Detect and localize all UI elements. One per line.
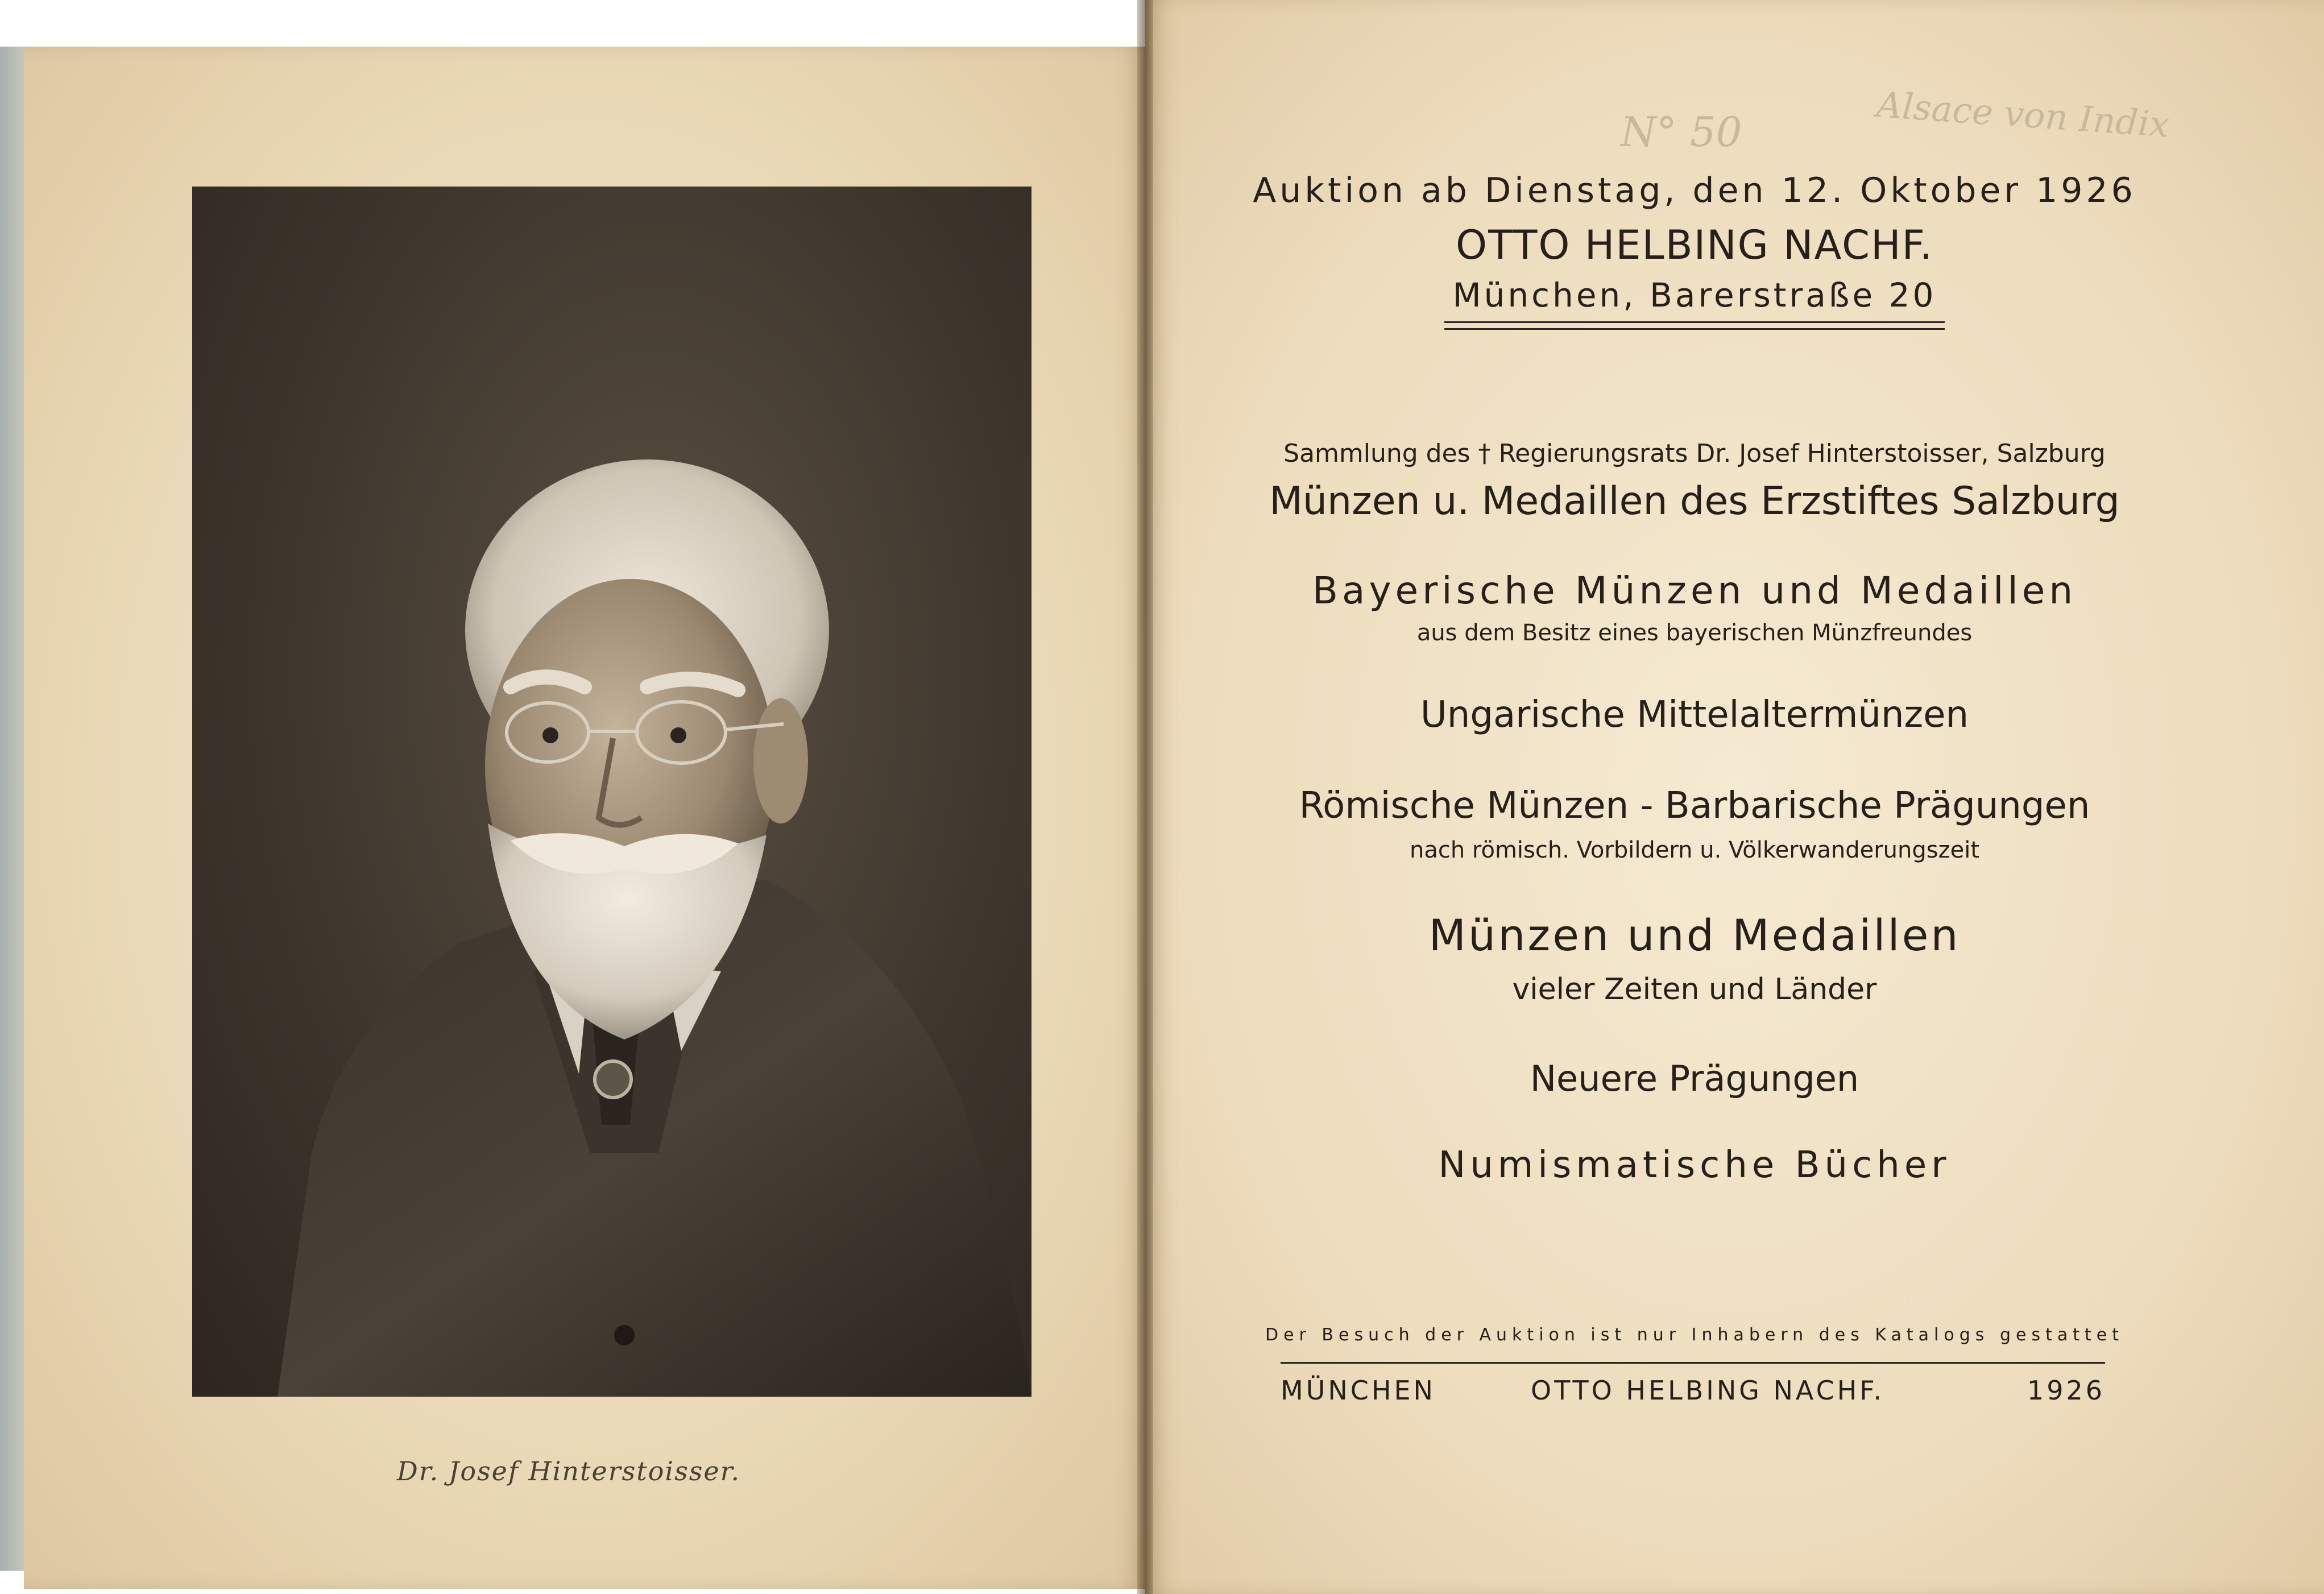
section-title-rom: Römische Münzen - Barbarische Prägungen [1299,785,2090,827]
portrait-drawing [192,187,1031,1397]
portrait-photograph [192,187,1031,1397]
section-title-neuere: Neuere Prägungen [1530,1058,1859,1099]
pencil-note-top-right: Alsace von Indix [1875,84,2171,146]
admission-notice: Der Besuch der Auktion ist nur Inhabern des Katalogs gestattet [1265,1325,2124,1345]
auction-house-address: München, Barerstraße 20 [1452,276,1937,314]
footer-publisher: OTTO HELBING NACHF. [1531,1375,1884,1406]
address-rule [1444,321,1945,330]
section-subtitle-rom: nach römisch. Vorbildern u. Völkerwanderungszeit [1409,837,1980,863]
section-title-muenzen: Münzen und Medaillen [1428,910,1961,960]
footer-line [1281,1375,2105,1415]
footer-city: MÜNCHEN [1281,1375,1436,1406]
footer-rule [1281,1362,2105,1364]
portrait-caption: Dr. Josef Hinterstoisser. [396,1456,741,1487]
footer-year: 1926 [2027,1375,2105,1406]
pencil-note-number: N° 50 [1621,108,1742,156]
auction-date: Auktion ab Dienstag, den 12. Oktober 1926 [1253,171,2136,210]
book-spine [1137,0,1153,1594]
collection-line: Sammlung des † Regierungsrats Dr. Josef Hinterstoisser, Salzburg [1283,439,2106,468]
section-subtitle-muenzen: vieler Zeiten und Länder [1512,972,1877,1007]
section-title-ungarn: Ungarische Mittelaltermünzen [1420,694,1969,736]
section-subtitle-bayern: aus dem Besitz eines bayerischen Münzfreundes [1416,620,1973,646]
section-title-salzburg: Münzen u. Medaillen des Erzstiftes Salzburg [1269,479,2120,524]
auction-house-name: OTTO HELBING NACHF. [1456,222,1933,268]
section-title-buecher: Numismatische Bücher [1438,1144,1951,1186]
section-title-bayern: Bayerische Münzen und Medaillen [1312,569,2077,612]
